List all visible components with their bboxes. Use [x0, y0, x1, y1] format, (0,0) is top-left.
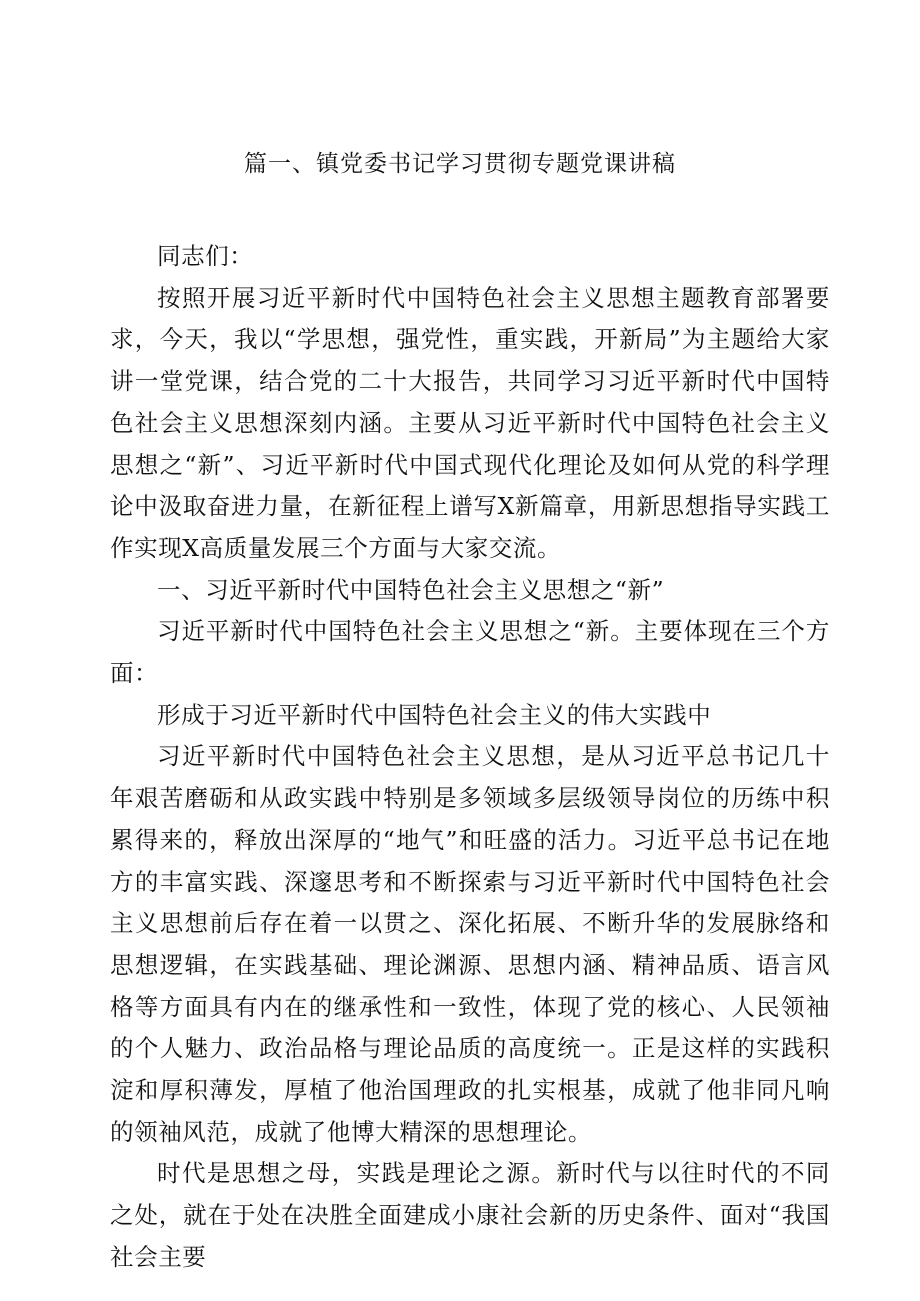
salutation-paragraph: 同志们：: [157, 242, 254, 270]
section-summary-paragraph: 习近平新时代中国特色社会主义思想之“新。主要体现在三个方面：: [110, 617, 830, 688]
section-heading-1: 一、习近平新时代中国特色社会主义思想之“新”: [157, 575, 665, 604]
document-title: 篇一、镇党委书记学习贯彻专题党课讲稿: [244, 151, 676, 177]
body-paragraph: 习近平新时代中国特色社会主义思想，是从习近平总书记几十年艰苦磨砺和从政实践中特别是多领域多层级领导岗位的历练中积累得来的，释放出深厚的“地气”和旺盛的活力。习近平总书记在地方的丰富实践、深邃思考和不断探索与习近平新时代中国特色社会主义思想前后存在着一以贯之、深化拓展、不断升华的发展脉络和思想逻辑，在实践基础、理论渊源、思想内涵、精神品质、语言风格等方面具有内在的继承性和一致性，体现了党的核心、人民领袖的个人魅力、政治品格与理论品质的高度统一。正是这样的实践积淀和厚积薄发，厚植了他治国理政的扎实根基，成就了他非同凡响的领袖风范，成就了他博大精深的思想理论。: [110, 742, 830, 1146]
intro-paragraph: 按照开展习近平新时代中国特色社会主义思想主题教育部署要求，今天，我以“学思想，强党性，重实践，开新局”为主题给大家讲一堂党课，结合党的二十大报告，共同学习习近平新时代中国特色社会主义思想深刻内涵。主要从习近平新时代中国特色社会主义思想之“新”、习近平新时代中国式现代化理论及如何从党的科学理论中汲取奋进力量，在新征程上谱写X新篇章，用新思想指导实践工作实现X高质量发展三个方面与大家交流。: [110, 283, 830, 562]
subsection-heading: 形成于习近平新时代中国特色社会主义的伟大实践中: [157, 700, 712, 729]
document-body: [110, 236, 830, 1279]
body-paragraph: 时代是思想之母，实践是理论之源。新时代与以往时代的不同之处，就在于处在决胜全面建成小康社会新的历史条件、面对“我国社会主要: [110, 1159, 830, 1271]
